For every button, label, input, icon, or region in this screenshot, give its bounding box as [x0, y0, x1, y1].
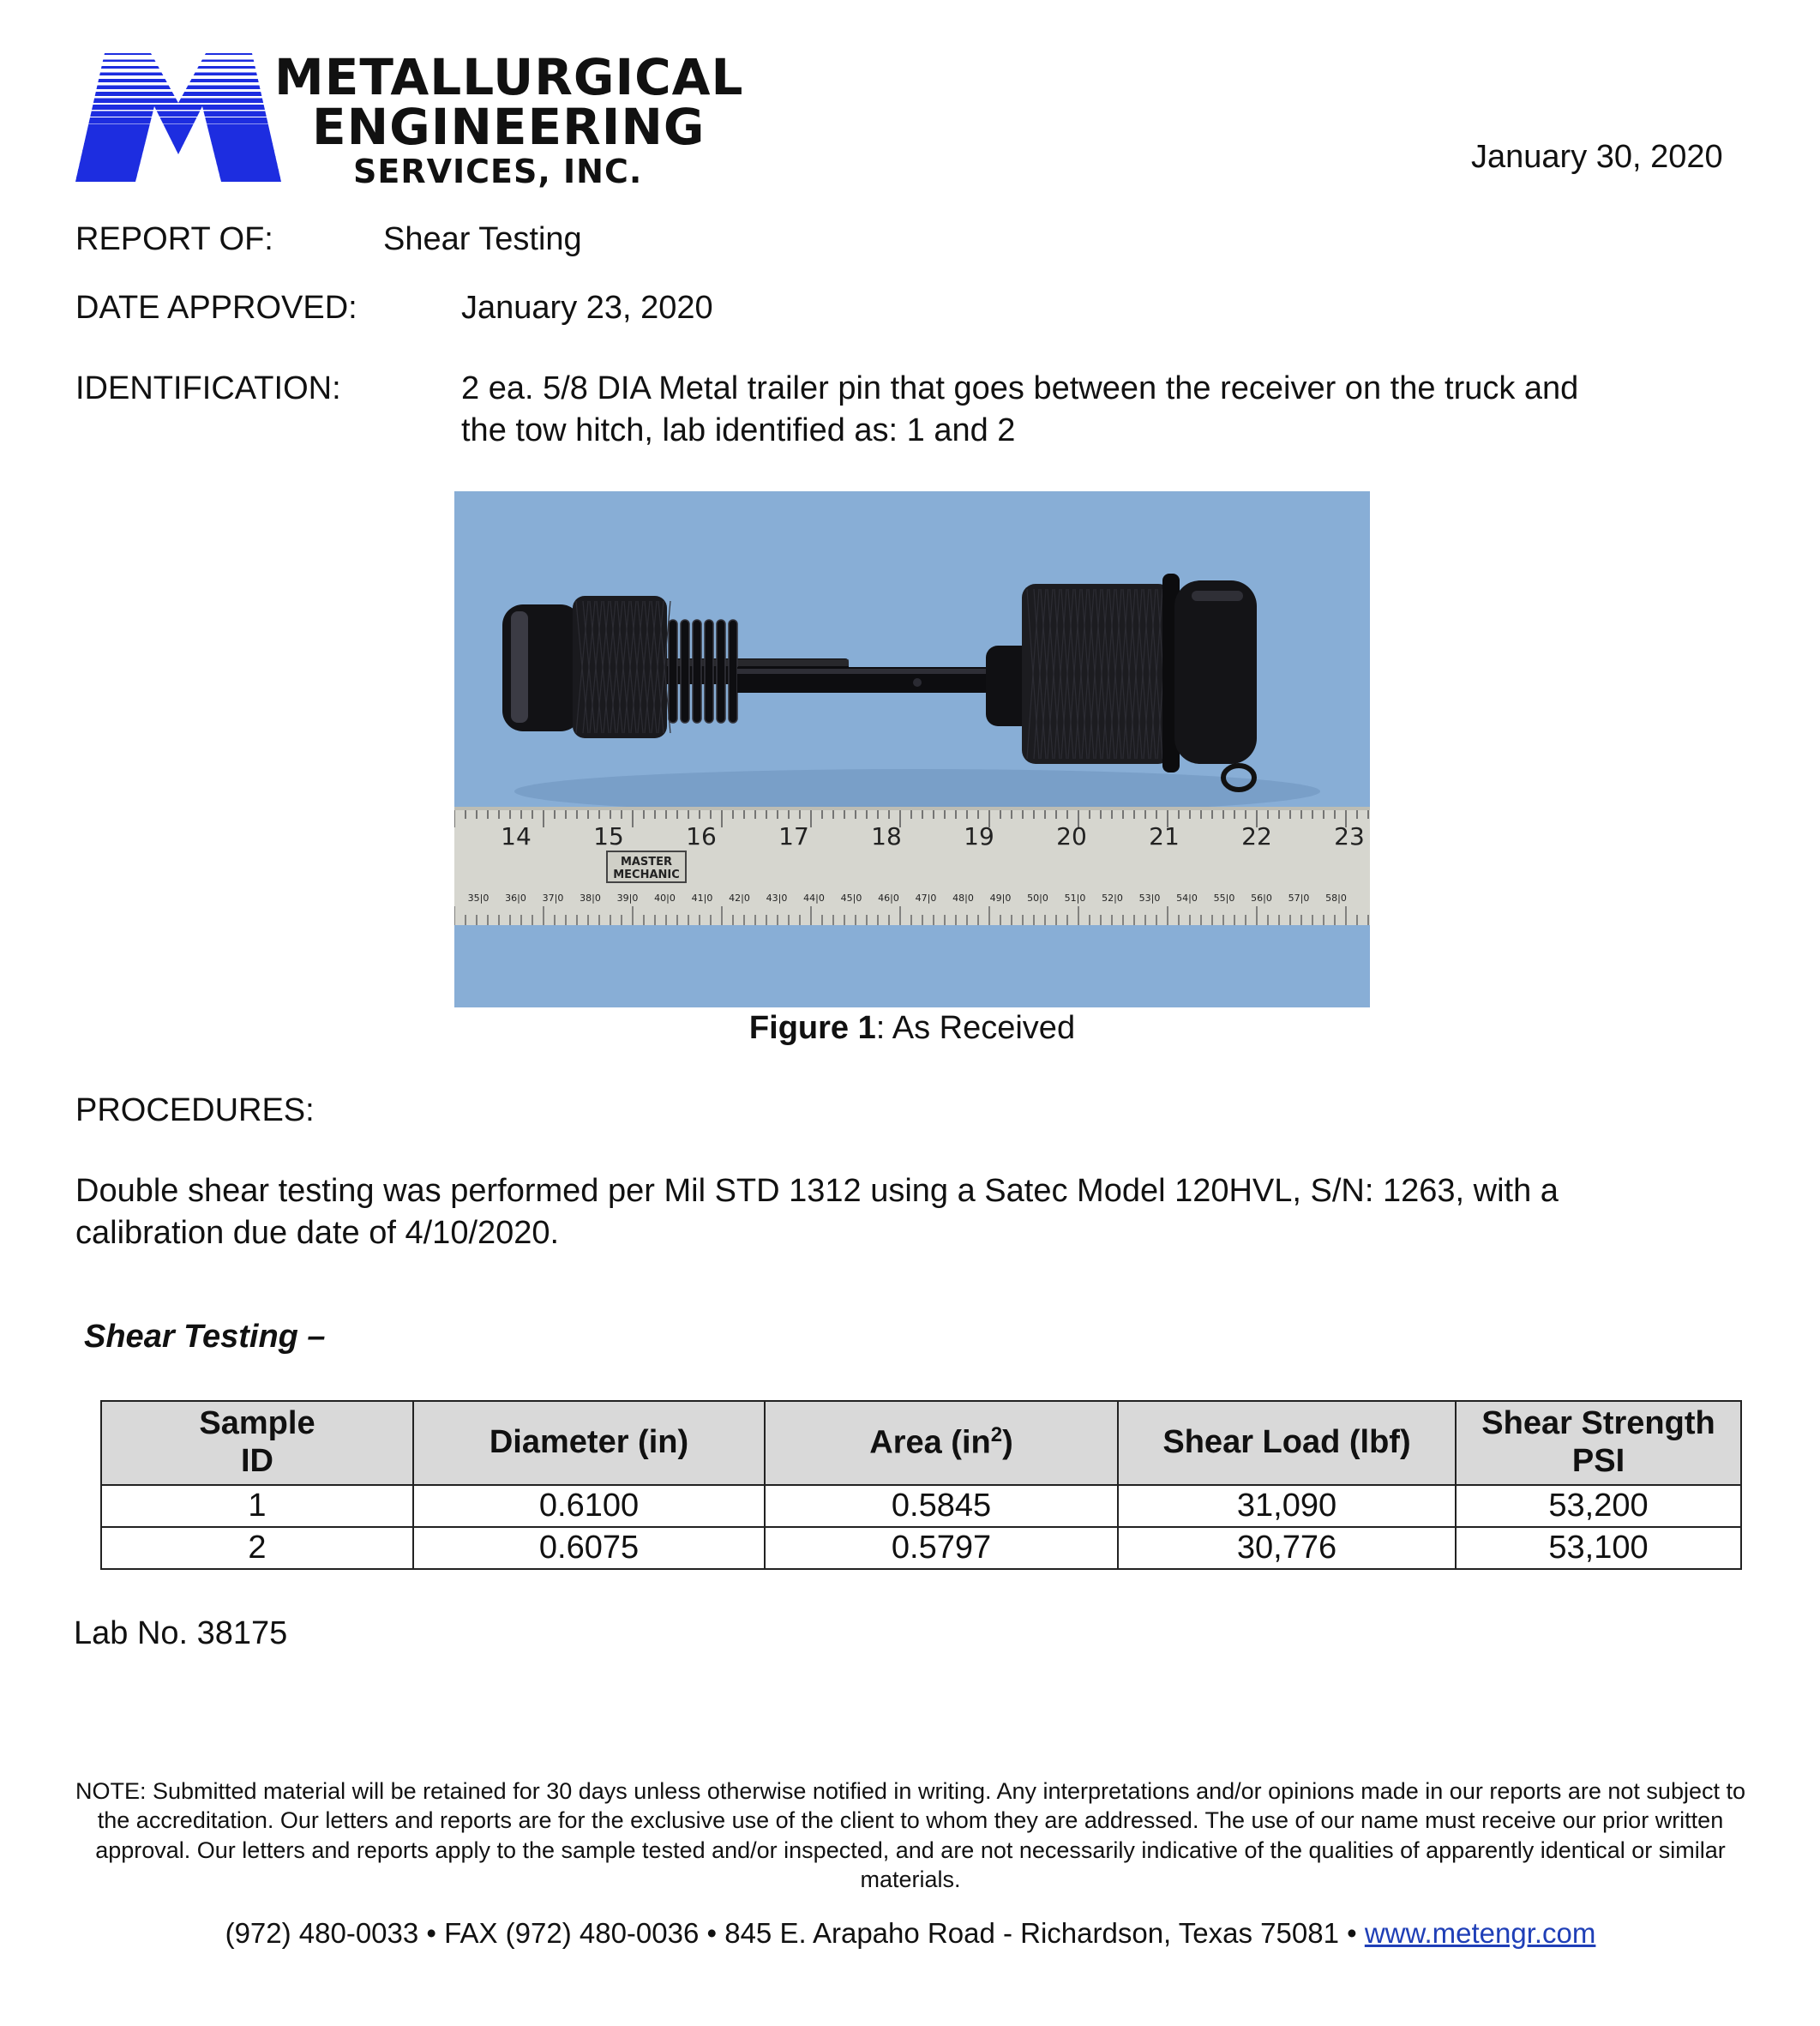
ruler-label-bottom: 46|0	[878, 893, 899, 904]
logo-stripe	[75, 99, 281, 104]
cell-sample-id: 1	[101, 1485, 413, 1527]
ruler-label-top: 19	[964, 822, 994, 851]
ruler-label-bottom: 58|0	[1325, 893, 1347, 904]
figure-caption-label: Figure 1	[748, 1010, 876, 1046]
ruler-label-top: 16	[686, 822, 717, 851]
col-header-sample-id: Sample ID	[101, 1401, 413, 1485]
company-name-line1: METALLURGICAL	[274, 48, 744, 106]
col-header-area: Area $(in^2)$	[765, 1401, 1118, 1485]
logo-stripe	[75, 130, 281, 137]
ruler-label-bottom: 50|0	[1027, 893, 1048, 904]
ruler-label-bottom: 43|0	[766, 893, 788, 904]
section-title: Shear Testing –	[84, 1319, 326, 1355]
logo-stripe	[75, 176, 281, 183]
ruler	[454, 807, 1370, 925]
ruler-label-bottom: 39|0	[616, 893, 639, 904]
ruler-label-top: 18	[871, 822, 902, 851]
table-header-row	[101, 1401, 1741, 1485]
identification-line1: 2 ea. 5/8 DIA Metal trailer pin that goes between the receiver on the truck and	[461, 370, 1579, 406]
ruler-brand-line2: MECHANIC	[613, 869, 680, 881]
logo-stripe	[75, 105, 281, 110]
identification-label: IDENTIFICATION:	[75, 370, 341, 406]
logo-stripe	[75, 124, 281, 131]
ruler-label-top: 20	[1056, 822, 1087, 851]
cell-sample-id: 2	[101, 1527, 413, 1569]
cell-diameter: 0.6100	[413, 1485, 765, 1527]
cell-shear-strength: 53,100	[1456, 1527, 1741, 1569]
ruler-label-bottom: 38|0	[580, 893, 601, 904]
ruler-label-top: 14	[501, 822, 532, 851]
ruler-label-bottom: 48|0	[952, 893, 974, 904]
ruler-label-bottom: 36|0	[505, 893, 526, 904]
cell-area: 0.5797	[765, 1527, 1118, 1569]
logo-stripe	[75, 66, 281, 69]
ruler-label-top: 21	[1149, 822, 1180, 851]
figure-caption-text: : As Received	[875, 1010, 1076, 1046]
logo-stripe	[75, 137, 281, 145]
logo-stripe	[75, 79, 281, 82]
disclaimer-note: NOTE: Submitted material will be retained for 30 days unless otherwise notified in writing. Any interpretations and/or opinions made in our reports are not subject to the accreditation. Our letters and reports are for the exclusive use of the client to whom they are addressed. The use of our name must receive our prior written approval. Our letters and reports apply to the sample tested and/or inspected, and are not necessarily indicative of the qualities of apparently identical or similar materials.	[75, 1778, 1745, 1892]
report-date: January 30, 2020	[1471, 139, 1723, 175]
ruler-label-bottom: 44|0	[803, 893, 825, 904]
ruler-label-bottom: 45|0	[840, 893, 862, 904]
ruler-label-bottom: 55|0	[1213, 893, 1235, 904]
ruler-label-bottom: 54|0	[1176, 893, 1198, 904]
procedures-heading: PROCEDURES:	[75, 1092, 315, 1128]
table-row	[101, 1485, 1741, 1527]
ruler-label-bottom: 41|0	[691, 893, 713, 904]
ruler-brand-line1: MASTER	[620, 856, 673, 869]
shear-results-table	[100, 1400, 1742, 1570]
ruler-label-bottom: 51|0	[1064, 893, 1086, 904]
contact-footer	[74, 1915, 1747, 1951]
ruler-label-top: 17	[778, 822, 809, 851]
procedures-line2: calibration due date of 4/10/2020.	[75, 1215, 560, 1251]
logo-stripe	[75, 73, 281, 76]
ruler-label-bottom: 37|0	[542, 893, 564, 904]
company-name-line3: SERVICES, INC.	[353, 153, 643, 190]
cell-shear-load: 31,090	[1118, 1485, 1456, 1527]
logo-mark	[75, 53, 281, 182]
ruler-label-top: 15	[593, 822, 624, 851]
contact-info: (972) 480-0033 • FAX (972) 480-0036 • 845 E. Arapaho Road - Richardson, Texas 75081 •	[225, 1917, 1365, 1949]
table-row	[101, 1527, 1741, 1569]
ruler-label-bottom: 52|0	[1102, 893, 1123, 904]
logo-stripe	[75, 117, 281, 123]
procedures-line1: Double shear testing was performed per Mil STD 1312 using a Satec Model 120HVL, S/N: 1263, with a	[75, 1173, 1559, 1209]
figure-caption	[454, 1008, 1370, 1049]
col-header-shear-strength: Shear Strength PSI	[1456, 1401, 1741, 1485]
ruler-label-bottom: 35|0	[467, 893, 490, 904]
company-logo	[75, 48, 744, 190]
ruler-label-bottom: 49|0	[989, 893, 1012, 904]
logo-stripe	[75, 53, 281, 55]
cell-shear-load: 30,776	[1118, 1527, 1456, 1569]
cell-area: 0.5845	[765, 1485, 1118, 1527]
ruler-label-bottom: 47|0	[915, 893, 937, 904]
identification-line2: the tow hitch, lab identified as: 1 and 2	[461, 412, 1016, 448]
sample-photo	[454, 491, 1370, 1007]
cell-diameter: 0.6075	[413, 1527, 765, 1569]
ruler-label-bottom: 53|0	[1138, 893, 1161, 904]
col-header-diameter: Diameter (in)	[413, 1401, 765, 1485]
report-of-value: Shear Testing	[383, 221, 582, 257]
date-approved-label: DATE APPROVED:	[75, 290, 357, 326]
date-approved-value: January 23, 2020	[461, 290, 713, 326]
col-header-shear-load: Shear Load (lbf)	[1118, 1401, 1456, 1485]
ruler-label-bottom: 40|0	[654, 893, 676, 904]
logo-stripe	[75, 86, 281, 90]
ruler-label-top: 23	[1334, 822, 1365, 851]
ruler-label-bottom: 42|0	[729, 893, 750, 904]
cell-shear-strength: 53,200	[1456, 1485, 1741, 1527]
logo-stripe	[75, 111, 281, 117]
logo-stripe	[75, 60, 281, 63]
website-link[interactable]: www.metengr.com	[1364, 1917, 1596, 1949]
company-name-line2: ENGINEERING	[312, 98, 706, 156]
ruler-label-top: 22	[1241, 822, 1272, 851]
lab-number: Lab No. 38175	[74, 1615, 288, 1651]
ruler-label-bottom: 57|0	[1288, 893, 1310, 904]
report-of-label: REPORT OF:	[75, 221, 273, 257]
logo-stripe	[75, 92, 281, 96]
ruler-label-bottom: 56|0	[1251, 893, 1272, 904]
